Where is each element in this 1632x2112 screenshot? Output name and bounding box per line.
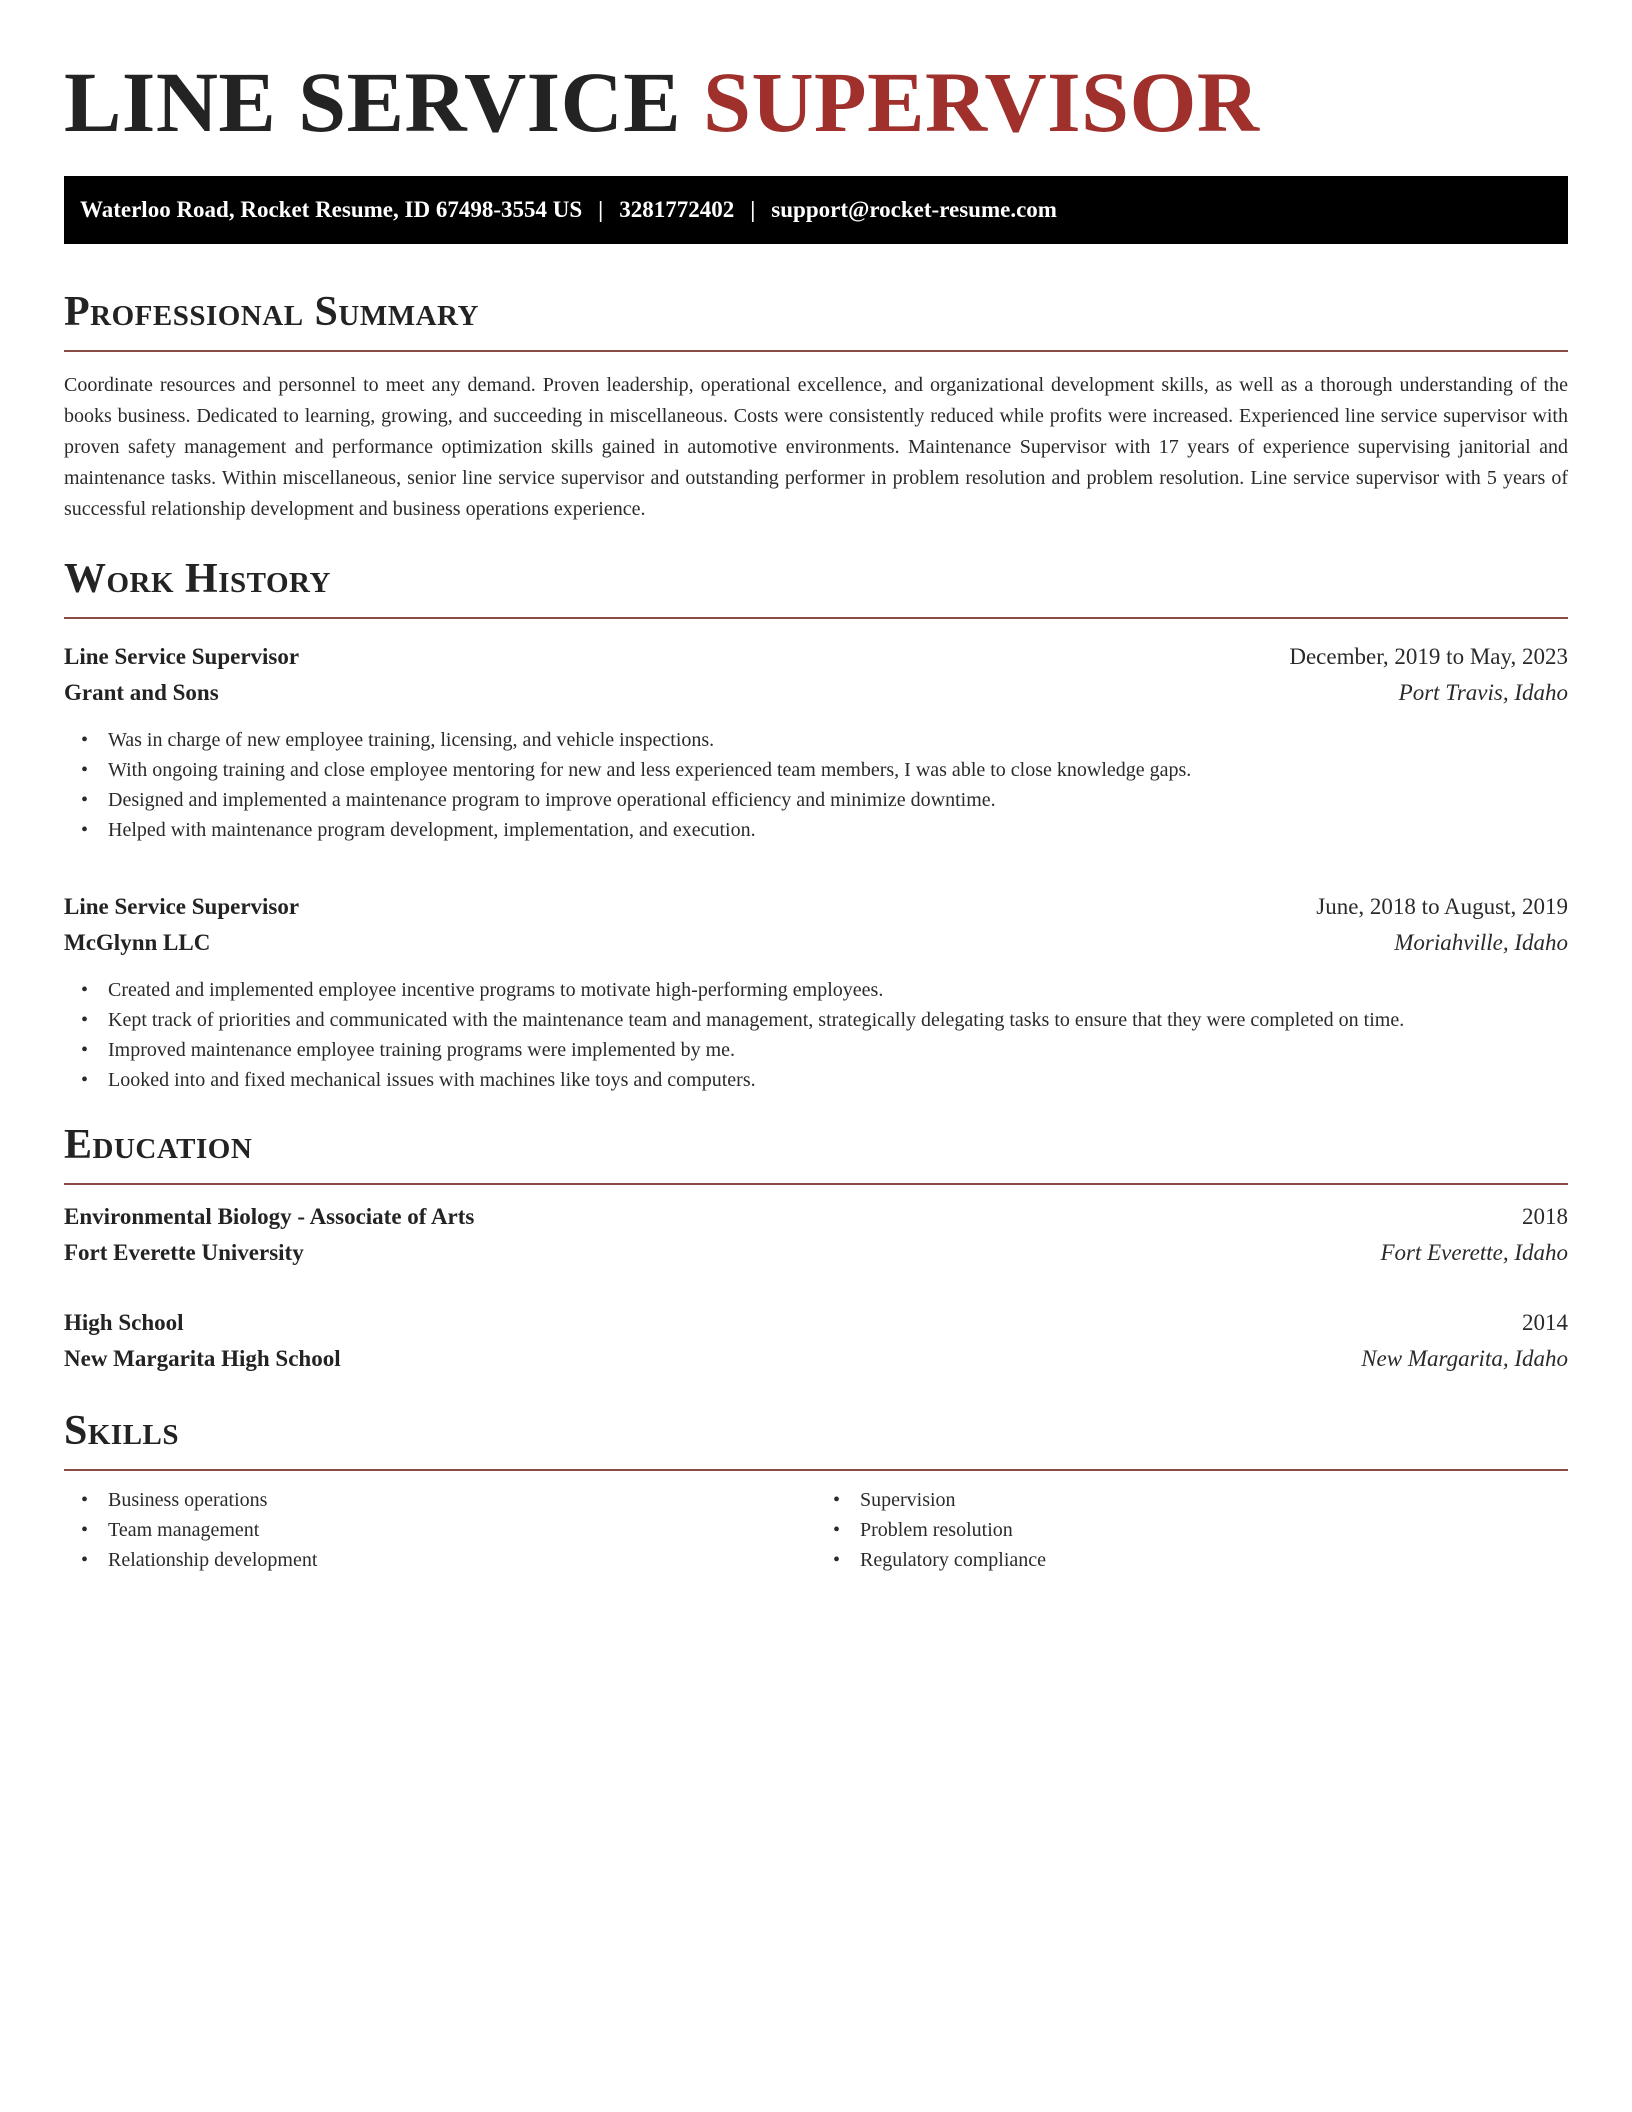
list-item <box>64 1545 816 1575</box>
contact-address: Waterloo Road, Rocket Resume, ID 67498-3554 US <box>80 197 583 222</box>
bullet-text: Created and implemented employee incentive programs to motivate high-performing employees. <box>108 979 884 1001</box>
list-item <box>64 1005 1568 1035</box>
skill-text: Team management <box>108 1519 260 1541</box>
section-divider <box>64 350 1568 352</box>
work-section <box>64 555 1568 1095</box>
list-item <box>816 1485 1568 1515</box>
skill-text: Supervision <box>860 1489 956 1511</box>
bullet-icon: • <box>81 1489 89 1511</box>
skills-section <box>64 1407 1568 1575</box>
bullet-icon: • <box>833 1489 841 1511</box>
list-item <box>816 1515 1568 1545</box>
bullet-text: Helped with maintenance program development, implementation, and execution. <box>108 819 756 841</box>
job-location: Port Travis, Idaho <box>1398 680 1568 705</box>
section-divider <box>64 617 1568 619</box>
education-section <box>64 1121 1568 1377</box>
skill-text: Business operations <box>108 1489 268 1511</box>
education-degree: Environmental Biology - Associate of Arts <box>64 1204 475 1229</box>
job-dates: December, 2019 to May, 2023 <box>1289 644 1568 669</box>
list-item <box>64 755 1568 785</box>
contact-separator: | <box>598 197 604 222</box>
bullet-icon: • <box>833 1549 841 1571</box>
bullet-icon: • <box>833 1519 841 1541</box>
bullet-icon: • <box>81 1009 89 1031</box>
list-item <box>64 1065 1568 1095</box>
name-part-2: SUPERVISOR <box>703 54 1260 150</box>
education-degree: High School <box>64 1310 184 1335</box>
list-item <box>64 1485 816 1515</box>
bullet-icon: • <box>81 789 89 811</box>
education-entry <box>64 1305 1568 1377</box>
name-part-1: LINE SERVICE <box>64 54 682 150</box>
section-title-summary: Professional Summary <box>64 289 479 335</box>
bullet-text: Was in charge of new employee training, licensing, and vehicle inspections. <box>108 729 715 751</box>
list-item <box>64 815 1568 845</box>
job-title: Line Service Supervisor <box>64 894 300 919</box>
skills-column-left <box>64 1485 816 1575</box>
job-bullets <box>64 725 1568 845</box>
section-divider <box>64 1183 1568 1185</box>
bullet-text: Improved maintenance employee training programs were implemented by me. <box>108 1039 736 1061</box>
list-item <box>64 785 1568 815</box>
bullet-icon: • <box>81 1069 89 1091</box>
job-entry <box>64 889 1568 1095</box>
section-title-education: Education <box>64 1122 253 1168</box>
education-school: Fort Everette University <box>64 1240 304 1265</box>
bullet-text: With ongoing training and close employee mentoring for new and less experienced team members, I was able to close knowledge gaps. <box>108 759 1192 781</box>
bullet-text: Kept track of priorities and communicated with the maintenance team and management, strategically delegating tasks to ensure that they were completed on time. <box>108 1009 1405 1031</box>
list-item <box>64 1515 816 1545</box>
bullet-icon: • <box>81 759 89 781</box>
job-entry <box>64 639 1568 845</box>
bullet-text: Looked into and fixed mechanical issues with machines like toys and computers. <box>108 1069 756 1091</box>
education-year: 2014 <box>1522 1310 1568 1335</box>
contact-phone: 3281772402 <box>619 197 735 222</box>
summary-section <box>64 288 1568 525</box>
resume-name <box>64 52 1568 152</box>
bullet-icon: • <box>81 729 89 751</box>
list-item <box>816 1545 1568 1575</box>
contact-bar <box>64 176 1568 244</box>
education-school: New Margarita High School <box>64 1346 341 1371</box>
bullet-icon: • <box>81 819 89 841</box>
skill-text: Relationship development <box>108 1549 318 1571</box>
bullet-icon: • <box>81 1039 89 1061</box>
education-entry <box>64 1199 1568 1271</box>
contact-separator: | <box>750 197 756 222</box>
bullet-text: Designed and implemented a maintenance program to improve operational efficiency and minimize downtime. <box>108 789 996 811</box>
section-title-skills: Skills <box>64 1408 180 1454</box>
job-dates: June, 2018 to August, 2019 <box>1316 894 1568 919</box>
contact-email: support@rocket-resume.com <box>771 197 1057 222</box>
list-item <box>64 975 1568 1005</box>
skill-text: Problem resolution <box>860 1519 1013 1541</box>
list-item <box>64 1035 1568 1065</box>
list-item <box>64 725 1568 755</box>
job-title: Line Service Supervisor <box>64 644 300 669</box>
job-location: Moriahville, Idaho <box>1394 930 1568 955</box>
job-company: Grant and Sons <box>64 680 219 705</box>
education-location: Fort Everette, Idaho <box>1380 1240 1568 1265</box>
bullet-icon: • <box>81 979 89 1001</box>
education-year: 2018 <box>1522 1204 1568 1229</box>
job-bullets <box>64 975 1568 1095</box>
section-title-work: Work History <box>64 556 331 602</box>
bullet-icon: • <box>81 1549 89 1571</box>
job-company: McGlynn LLC <box>64 930 211 955</box>
education-location: New Margarita, Idaho <box>1361 1346 1568 1371</box>
skills-grid <box>64 1485 1568 1575</box>
section-divider <box>64 1469 1568 1471</box>
bullet-icon: • <box>81 1519 89 1541</box>
skills-column-right <box>816 1485 1568 1575</box>
skill-text: Regulatory compliance <box>860 1549 1047 1571</box>
summary-text: Coordinate resources and personnel to meet any demand. Proven leadership, operational excellence, and organizational development skills, as well as a thorough understanding of the books business. Dedicated to learning, growing, and succeeding in miscellaneous. Costs were consistently reduced while profits were increased. Experienced line service supervisor with proven safety management and performance optimization skills gained in automotive environments. Maintenance Supervisor with 17 years of experience supervising janitorial and maintenance tasks. Within miscellaneous, senior line service supervisor and outstanding performer in problem resolution and problem resolution. Line service supervisor with 5 years of successful relationship development and business operations experience. <box>64 374 1568 520</box>
